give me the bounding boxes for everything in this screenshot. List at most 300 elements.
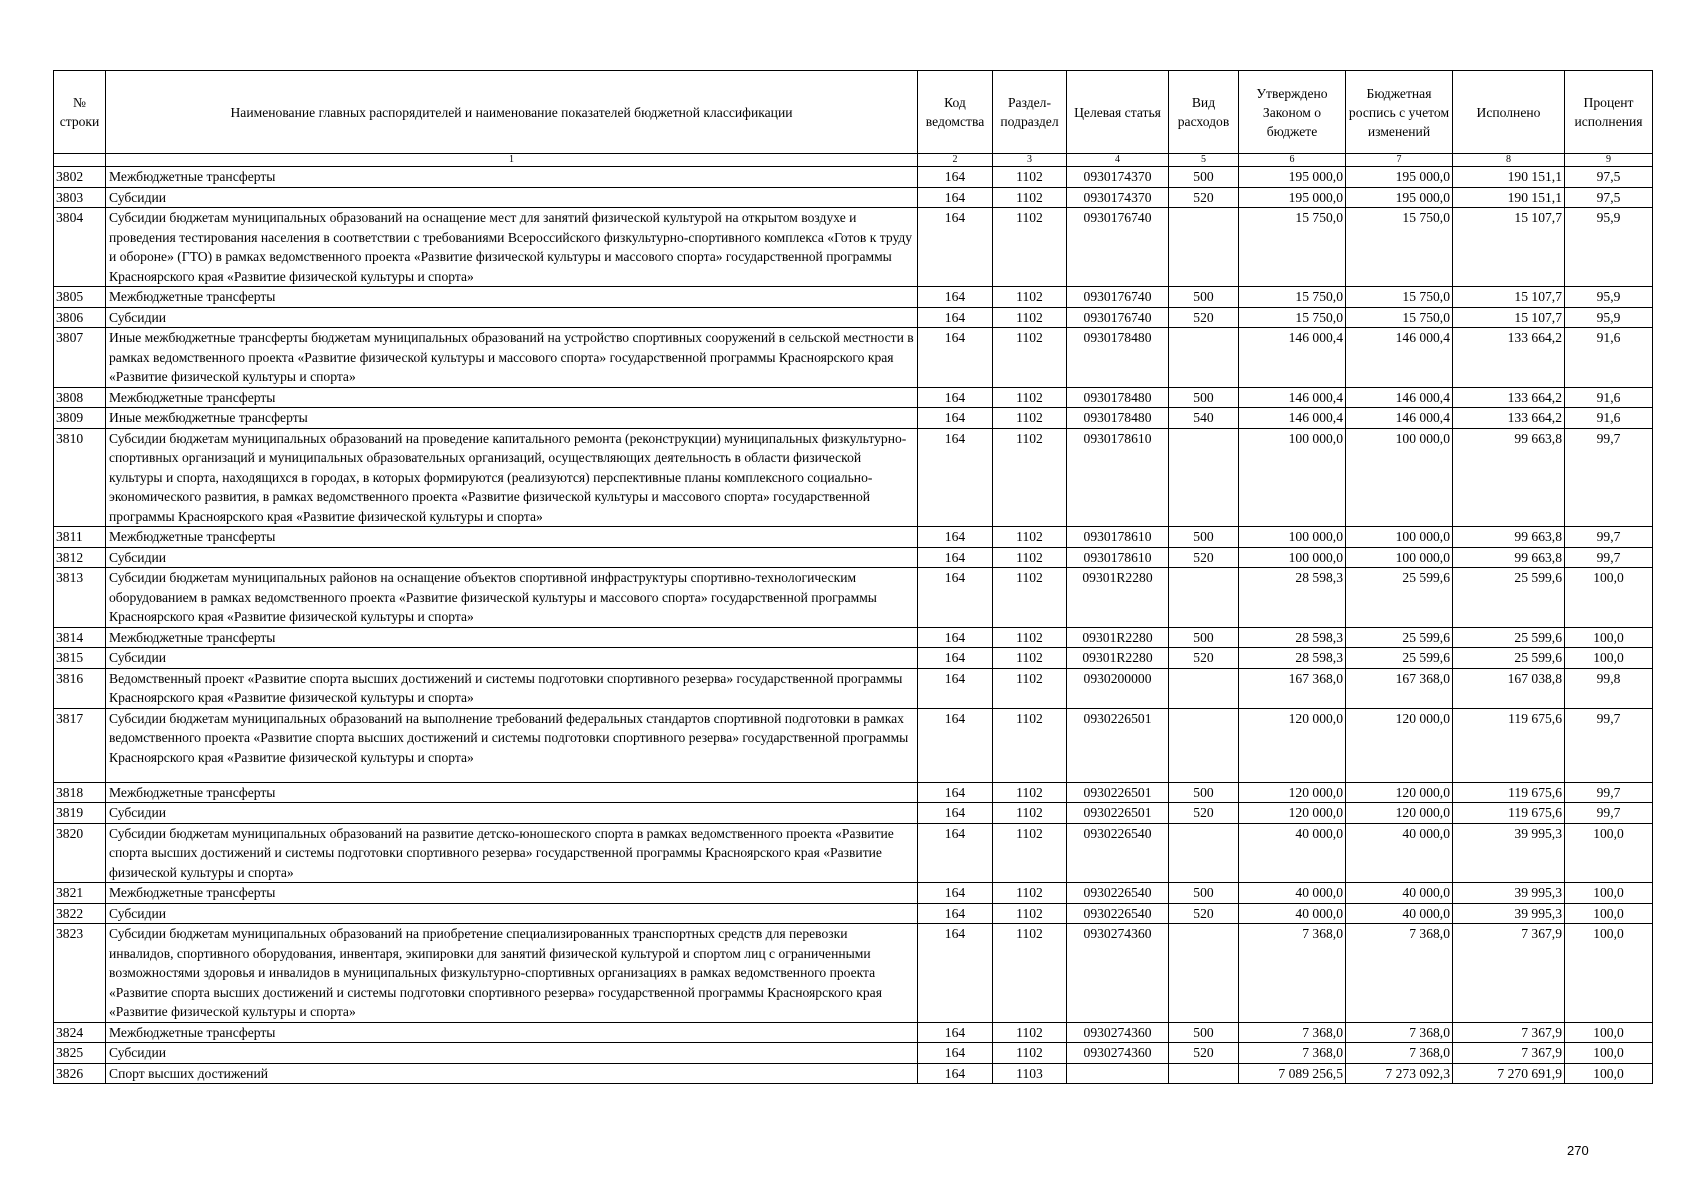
dept-code-cell: 164: [918, 527, 993, 548]
name-cell: Субсидии бюджетам муниципальных районов на оснащение объектов спортивной инфраструктуры спортивно-технологическим оборудованием в рамках ведомственного проекта «Развитие физической культуры и массового спорта» государственной программы Красноярского края «Развитие физической культуры и спорта»: [106, 568, 918, 628]
target-cell: 0930226540: [1067, 903, 1169, 924]
executed-cell: 167 038,8: [1453, 668, 1565, 708]
table-row: [54, 708, 1653, 782]
executed-cell: 119 675,6: [1453, 803, 1565, 824]
budget-list-cell: 25 599,6: [1346, 648, 1453, 669]
table-row: [54, 782, 1653, 803]
approved-cell: 120 000,0: [1239, 803, 1346, 824]
approved-cell: 28 598,3: [1239, 568, 1346, 628]
column-number: 7: [1346, 154, 1453, 167]
table-row: [54, 527, 1653, 548]
expense-type-cell: [1169, 924, 1239, 1023]
budget-list-cell: 7 368,0: [1346, 1043, 1453, 1064]
expense-type-cell: 500: [1169, 1022, 1239, 1043]
expense-type-cell: 520: [1169, 648, 1239, 669]
dept-code-cell: 164: [918, 568, 993, 628]
header-executed: Исполнено: [1453, 71, 1565, 154]
dept-code-cell: 164: [918, 408, 993, 429]
dept-code-cell: 164: [918, 903, 993, 924]
target-cell: 0930226501: [1067, 708, 1169, 782]
table-row: [54, 924, 1653, 1023]
expense-type-cell: 540: [1169, 408, 1239, 429]
percent-cell: 100,0: [1565, 648, 1653, 669]
column-number: [54, 154, 106, 167]
executed-cell: 39 995,3: [1453, 903, 1565, 924]
approved-cell: 40 000,0: [1239, 883, 1346, 904]
name-cell: Межбюджетные трансферты: [106, 1022, 918, 1043]
row-number-cell: 3825: [54, 1043, 106, 1064]
section-cell: 1102: [993, 568, 1067, 628]
approved-cell: 146 000,4: [1239, 387, 1346, 408]
dept-code-cell: 164: [918, 1043, 993, 1064]
table-row: [54, 307, 1653, 328]
table-row: [54, 627, 1653, 648]
column-number: 3: [993, 154, 1067, 167]
approved-cell: 195 000,0: [1239, 187, 1346, 208]
section-cell: 1102: [993, 924, 1067, 1023]
percent-cell: 91,6: [1565, 408, 1653, 429]
executed-cell: 99 663,8: [1453, 428, 1565, 527]
budget-list-cell: 167 368,0: [1346, 668, 1453, 708]
row-number-cell: 3823: [54, 924, 106, 1023]
section-cell: 1102: [993, 328, 1067, 388]
table-row: [54, 167, 1653, 188]
executed-cell: 7 367,9: [1453, 1022, 1565, 1043]
percent-cell: 100,0: [1565, 1043, 1653, 1064]
budget-list-cell: 15 750,0: [1346, 287, 1453, 308]
executed-cell: 119 675,6: [1453, 782, 1565, 803]
target-cell: 0930226501: [1067, 803, 1169, 824]
expense-type-cell: 520: [1169, 803, 1239, 824]
section-cell: 1102: [993, 648, 1067, 669]
target-cell: 0930178480: [1067, 408, 1169, 429]
executed-cell: 7 367,9: [1453, 1043, 1565, 1064]
percent-cell: 97,5: [1565, 167, 1653, 188]
row-number-cell: 3809: [54, 408, 106, 429]
dept-code-cell: 164: [918, 547, 993, 568]
expense-type-cell: [1169, 428, 1239, 527]
target-cell: 09301R2280: [1067, 568, 1169, 628]
approved-cell: 146 000,4: [1239, 328, 1346, 388]
name-cell: Межбюджетные трансферты: [106, 627, 918, 648]
dept-code-cell: 164: [918, 328, 993, 388]
header-expense-type: Вид расходов: [1169, 71, 1239, 154]
name-cell: Субсидии бюджетам муниципальных образований на проведение капитального ремонта (реконструкции) муниципальных физкультурно-спортивных организаций и муниципальных образовательных организаций, осуществляющих деятельность в области физической культуры и спорта, находящихся в городах, в которых формируются (реализуются) перспективные планы комплексного социально-экономического развития, в рамках ведомственного проекта «Развитие физической культуры и массового спорта» государственной программы Красноярского края «Развитие физической культуры и спорта»: [106, 428, 918, 527]
name-cell: Спорт высших достижений: [106, 1063, 918, 1084]
target-cell: 0930178480: [1067, 328, 1169, 388]
dept-code-cell: 164: [918, 708, 993, 782]
section-cell: 1102: [993, 527, 1067, 548]
table-row: [54, 823, 1653, 883]
expense-type-cell: [1169, 568, 1239, 628]
target-cell: [1067, 1063, 1169, 1084]
executed-cell: 15 107,7: [1453, 287, 1565, 308]
dept-code-cell: 164: [918, 924, 993, 1023]
name-cell: Межбюджетные трансферты: [106, 883, 918, 904]
expense-type-cell: 520: [1169, 1043, 1239, 1064]
section-cell: 1102: [993, 883, 1067, 904]
target-cell: 0930178480: [1067, 387, 1169, 408]
dept-code-cell: 164: [918, 883, 993, 904]
expense-type-cell: 500: [1169, 782, 1239, 803]
column-number: 2: [918, 154, 993, 167]
column-numbers-row: [54, 154, 1653, 167]
percent-cell: 91,6: [1565, 328, 1653, 388]
executed-cell: 39 995,3: [1453, 823, 1565, 883]
approved-cell: 7 089 256,5: [1239, 1063, 1346, 1084]
executed-cell: 99 663,8: [1453, 547, 1565, 568]
approved-cell: 120 000,0: [1239, 782, 1346, 803]
approved-cell: 28 598,3: [1239, 648, 1346, 669]
approved-cell: 15 750,0: [1239, 287, 1346, 308]
budget-list-cell: 120 000,0: [1346, 803, 1453, 824]
percent-cell: 99,7: [1565, 803, 1653, 824]
executed-cell: 133 664,2: [1453, 387, 1565, 408]
name-cell: Иные межбюджетные трансферты бюджетам муниципальных образований на устройство спортивных сооружений в сельской местности в рамках ведомственного проекта «Развитие физической культуры и массового спорта» государственной программы Красноярского края «Развитие физической культуры и спорта»: [106, 328, 918, 388]
percent-cell: 99,7: [1565, 547, 1653, 568]
name-cell: Межбюджетные трансферты: [106, 527, 918, 548]
dept-code-cell: 164: [918, 627, 993, 648]
expense-type-cell: 500: [1169, 883, 1239, 904]
table-row: [54, 883, 1653, 904]
expense-type-cell: [1169, 823, 1239, 883]
executed-cell: 190 151,1: [1453, 187, 1565, 208]
header-percent: Процент исполнения: [1565, 71, 1653, 154]
budget-list-cell: 146 000,4: [1346, 387, 1453, 408]
section-cell: 1102: [993, 782, 1067, 803]
section-cell: 1102: [993, 428, 1067, 527]
budget-list-cell: 15 750,0: [1346, 307, 1453, 328]
row-number-cell: 3816: [54, 668, 106, 708]
expense-type-cell: [1169, 668, 1239, 708]
executed-cell: 133 664,2: [1453, 328, 1565, 388]
dept-code-cell: 164: [918, 1063, 993, 1084]
budget-list-cell: 120 000,0: [1346, 708, 1453, 782]
row-number-cell: 3813: [54, 568, 106, 628]
expense-type-cell: 520: [1169, 903, 1239, 924]
expense-type-cell: 500: [1169, 527, 1239, 548]
row-number-cell: 3822: [54, 903, 106, 924]
dept-code-cell: 164: [918, 167, 993, 188]
table-row: [54, 547, 1653, 568]
budget-list-cell: 120 000,0: [1346, 782, 1453, 803]
budget-table: [53, 70, 1653, 1084]
dept-code-cell: 164: [918, 668, 993, 708]
executed-cell: 39 995,3: [1453, 883, 1565, 904]
budget-list-cell: 100 000,0: [1346, 547, 1453, 568]
target-cell: 0930178610: [1067, 428, 1169, 527]
header-target: Целевая статья: [1067, 71, 1169, 154]
row-number-cell: 3806: [54, 307, 106, 328]
budget-list-cell: 195 000,0: [1346, 167, 1453, 188]
target-cell: 0930176740: [1067, 208, 1169, 287]
approved-cell: 167 368,0: [1239, 668, 1346, 708]
expense-type-cell: 500: [1169, 387, 1239, 408]
target-cell: 0930176740: [1067, 287, 1169, 308]
dept-code-cell: 164: [918, 187, 993, 208]
table-row: [54, 903, 1653, 924]
percent-cell: 99,7: [1565, 782, 1653, 803]
column-number: 4: [1067, 154, 1169, 167]
row-number-cell: 3817: [54, 708, 106, 782]
approved-cell: 28 598,3: [1239, 627, 1346, 648]
table-row: [54, 428, 1653, 527]
executed-cell: 15 107,7: [1453, 307, 1565, 328]
target-cell: 0930226501: [1067, 782, 1169, 803]
section-cell: 1102: [993, 287, 1067, 308]
name-cell: Субсидии: [106, 803, 918, 824]
row-number-cell: 3811: [54, 527, 106, 548]
target-cell: 0930174370: [1067, 187, 1169, 208]
executed-cell: 25 599,6: [1453, 627, 1565, 648]
table-row: [54, 1022, 1653, 1043]
percent-cell: 99,7: [1565, 428, 1653, 527]
table-row: [54, 668, 1653, 708]
column-number: 5: [1169, 154, 1239, 167]
name-cell: Иные межбюджетные трансферты: [106, 408, 918, 429]
expense-type-cell: [1169, 208, 1239, 287]
row-number-cell: 3804: [54, 208, 106, 287]
section-cell: 1102: [993, 167, 1067, 188]
section-cell: 1102: [993, 1022, 1067, 1043]
section-cell: 1102: [993, 208, 1067, 287]
row-number-cell: 3824: [54, 1022, 106, 1043]
name-cell: Ведомственный проект «Развитие спорта высших достижений и системы подготовки спортивного резерва» государственной программы Красноярского края «Развитие физической культуры и спорта»: [106, 668, 918, 708]
percent-cell: 100,0: [1565, 627, 1653, 648]
column-number: 8: [1453, 154, 1565, 167]
percent-cell: 91,6: [1565, 387, 1653, 408]
dept-code-cell: 164: [918, 208, 993, 287]
budget-list-cell: 146 000,4: [1346, 328, 1453, 388]
row-number-cell: 3818: [54, 782, 106, 803]
percent-cell: 100,0: [1565, 1063, 1653, 1084]
target-cell: 09301R2280: [1067, 648, 1169, 669]
target-cell: 0930226540: [1067, 823, 1169, 883]
dept-code-cell: 164: [918, 803, 993, 824]
budget-list-cell: 25 599,6: [1346, 568, 1453, 628]
table-row: [54, 1063, 1653, 1084]
percent-cell: 100,0: [1565, 883, 1653, 904]
approved-cell: 120 000,0: [1239, 708, 1346, 782]
row-number-cell: 3821: [54, 883, 106, 904]
header-name: Наименование главных распорядителей и наименование показателей бюджетной классификации: [106, 71, 918, 154]
dept-code-cell: 164: [918, 287, 993, 308]
dept-code-cell: 164: [918, 307, 993, 328]
percent-cell: 99,8: [1565, 668, 1653, 708]
approved-cell: 40 000,0: [1239, 903, 1346, 924]
page-number: 270: [1567, 1143, 1589, 1158]
budget-list-cell: 15 750,0: [1346, 208, 1453, 287]
executed-cell: 99 663,8: [1453, 527, 1565, 548]
dept-code-cell: 164: [918, 648, 993, 669]
target-cell: 0930274360: [1067, 1022, 1169, 1043]
percent-cell: 100,0: [1565, 568, 1653, 628]
table-row: [54, 648, 1653, 669]
dept-code-cell: 164: [918, 387, 993, 408]
section-cell: 1102: [993, 1043, 1067, 1064]
budget-list-cell: 40 000,0: [1346, 903, 1453, 924]
approved-cell: 7 368,0: [1239, 924, 1346, 1023]
name-cell: Субсидии бюджетам муниципальных образований на развитие детско-юношеского спорта в рамках ведомственного проекта «Развитие спорта высших достижений и системы подготовки спортивного резерва» государственной программы Красноярского края «Развитие физической культуры и спорта»: [106, 823, 918, 883]
name-cell: Субсидии: [106, 648, 918, 669]
percent-cell: 97,5: [1565, 187, 1653, 208]
row-number-cell: 3812: [54, 547, 106, 568]
section-cell: 1102: [993, 547, 1067, 568]
column-number: 6: [1239, 154, 1346, 167]
name-cell: Субсидии бюджетам муниципальных образований на выполнение требований федеральных стандартов спортивной подготовки в рамках ведомственного проекта «Развитие спорта высших достижений и системы подготовки спортивного резерва» государственной программы Красноярского края «Развитие физической культуры и спорта»: [106, 708, 918, 782]
header-approved: Утверждено Законом о бюджете: [1239, 71, 1346, 154]
row-number-cell: 3808: [54, 387, 106, 408]
row-number-cell: 3810: [54, 428, 106, 527]
header-row: [54, 71, 1653, 154]
name-cell: Межбюджетные трансферты: [106, 782, 918, 803]
section-cell: 1102: [993, 187, 1067, 208]
target-cell: 0930178610: [1067, 527, 1169, 548]
section-cell: 1102: [993, 408, 1067, 429]
header-section: Раздел-подраздел: [993, 71, 1067, 154]
budget-list-cell: 7 273 092,3: [1346, 1063, 1453, 1084]
name-cell: Межбюджетные трансферты: [106, 387, 918, 408]
executed-cell: 133 664,2: [1453, 408, 1565, 429]
header-budget-list: Бюджетная роспись с учетом изменений: [1346, 71, 1453, 154]
target-cell: 0930274360: [1067, 1043, 1169, 1064]
target-cell: 0930178610: [1067, 547, 1169, 568]
budget-list-cell: 195 000,0: [1346, 187, 1453, 208]
section-cell: 1102: [993, 903, 1067, 924]
approved-cell: 100 000,0: [1239, 527, 1346, 548]
table-row: [54, 408, 1653, 429]
column-number: 1: [106, 154, 918, 167]
row-number-cell: 3807: [54, 328, 106, 388]
target-cell: 0930176740: [1067, 307, 1169, 328]
table-row: [54, 208, 1653, 287]
expense-type-cell: [1169, 328, 1239, 388]
expense-type-cell: 500: [1169, 627, 1239, 648]
percent-cell: 100,0: [1565, 903, 1653, 924]
section-cell: 1102: [993, 627, 1067, 648]
percent-cell: 95,9: [1565, 208, 1653, 287]
name-cell: Субсидии: [106, 547, 918, 568]
section-cell: 1102: [993, 668, 1067, 708]
expense-type-cell: 500: [1169, 167, 1239, 188]
name-cell: Субсидии бюджетам муниципальных образований на оснащение мест для занятий физической культурой на открытом воздухе и проведения тестирования населения в соответствии с требованиями Всероссийского физкультурно-спортивного комплекса «Готов к труду и обороне» (ГТО) в рамках ведомственного проекта «Развитие физической культуры и массового спорта» государственной программы Красноярского края «Развитие физической культуры и спорта»: [106, 208, 918, 287]
expense-type-cell: 500: [1169, 287, 1239, 308]
row-number-cell: 3820: [54, 823, 106, 883]
row-number-cell: 3803: [54, 187, 106, 208]
percent-cell: 100,0: [1565, 1022, 1653, 1043]
name-cell: Межбюджетные трансферты: [106, 287, 918, 308]
approved-cell: 7 368,0: [1239, 1022, 1346, 1043]
approved-cell: 100 000,0: [1239, 428, 1346, 527]
row-number-cell: 3814: [54, 627, 106, 648]
executed-cell: 15 107,7: [1453, 208, 1565, 287]
row-number-cell: 3819: [54, 803, 106, 824]
name-cell: Субсидии: [106, 903, 918, 924]
approved-cell: 7 368,0: [1239, 1043, 1346, 1064]
budget-list-cell: 100 000,0: [1346, 428, 1453, 527]
section-cell: 1102: [993, 823, 1067, 883]
row-number-cell: 3815: [54, 648, 106, 669]
executed-cell: 25 599,6: [1453, 568, 1565, 628]
dept-code-cell: 164: [918, 1022, 993, 1043]
executed-cell: 7 367,9: [1453, 924, 1565, 1023]
expense-type-cell: 520: [1169, 187, 1239, 208]
table-row: [54, 1043, 1653, 1064]
target-cell: 0930226540: [1067, 883, 1169, 904]
executed-cell: 25 599,6: [1453, 648, 1565, 669]
name-cell: Субсидии бюджетам муниципальных образований на приобретение специализированных транспортных средств для перевозки инвалидов, спортивного оборудования, инвентаря, экипировки для занятий физической культурой и спортом лиц с ограниченными возможностями здоровья и инвалидов в муниципальных физкультурно-спортивных организациях в рамках ведомственного проекта «Развитие спорта высших достижений и системы подготовки спортивного резерва» государственной программы Красноярского края «Развитие физической культуры и спорта»: [106, 924, 918, 1023]
executed-cell: 119 675,6: [1453, 708, 1565, 782]
budget-list-cell: 7 368,0: [1346, 924, 1453, 1023]
table-row: [54, 568, 1653, 628]
approved-cell: 15 750,0: [1239, 307, 1346, 328]
executed-cell: 7 270 691,9: [1453, 1063, 1565, 1084]
percent-cell: 99,7: [1565, 708, 1653, 782]
budget-list-cell: 25 599,6: [1346, 627, 1453, 648]
row-number-cell: 3826: [54, 1063, 106, 1084]
dept-code-cell: 164: [918, 428, 993, 527]
name-cell: Субсидии: [106, 307, 918, 328]
target-cell: 0930174370: [1067, 167, 1169, 188]
percent-cell: 95,9: [1565, 287, 1653, 308]
name-cell: Межбюджетные трансферты: [106, 167, 918, 188]
dept-code-cell: 164: [918, 823, 993, 883]
target-cell: 0930200000: [1067, 668, 1169, 708]
target-cell: 09301R2280: [1067, 627, 1169, 648]
name-cell: Субсидии: [106, 1043, 918, 1064]
percent-cell: 100,0: [1565, 924, 1653, 1023]
executed-cell: 190 151,1: [1453, 167, 1565, 188]
percent-cell: 99,7: [1565, 527, 1653, 548]
approved-cell: 40 000,0: [1239, 823, 1346, 883]
section-cell: 1102: [993, 708, 1067, 782]
section-cell: 1102: [993, 803, 1067, 824]
expense-type-cell: [1169, 708, 1239, 782]
budget-list-cell: 100 000,0: [1346, 527, 1453, 548]
table-row: [54, 803, 1653, 824]
expense-type-cell: [1169, 1063, 1239, 1084]
table-row: [54, 328, 1653, 388]
approved-cell: 195 000,0: [1239, 167, 1346, 188]
approved-cell: 100 000,0: [1239, 547, 1346, 568]
section-cell: 1103: [993, 1063, 1067, 1084]
section-cell: 1102: [993, 307, 1067, 328]
row-number-cell: 3802: [54, 167, 106, 188]
percent-cell: 100,0: [1565, 823, 1653, 883]
table-row: [54, 187, 1653, 208]
approved-cell: 15 750,0: [1239, 208, 1346, 287]
budget-list-cell: 40 000,0: [1346, 823, 1453, 883]
approved-cell: 146 000,4: [1239, 408, 1346, 429]
dept-code-cell: 164: [918, 782, 993, 803]
expense-type-cell: 520: [1169, 307, 1239, 328]
budget-list-cell: 7 368,0: [1346, 1022, 1453, 1043]
header-dept-code: Код ведомства: [918, 71, 993, 154]
budget-list-cell: 40 000,0: [1346, 883, 1453, 904]
row-number-cell: 3805: [54, 287, 106, 308]
budget-list-cell: 146 000,4: [1346, 408, 1453, 429]
name-cell: Субсидии: [106, 187, 918, 208]
column-number: 9: [1565, 154, 1653, 167]
percent-cell: 95,9: [1565, 307, 1653, 328]
expense-type-cell: 520: [1169, 547, 1239, 568]
target-cell: 0930274360: [1067, 924, 1169, 1023]
section-cell: 1102: [993, 387, 1067, 408]
table-row: [54, 387, 1653, 408]
header-row-no: № строки: [54, 71, 106, 154]
table-row: [54, 287, 1653, 308]
table-body: [54, 167, 1653, 1084]
